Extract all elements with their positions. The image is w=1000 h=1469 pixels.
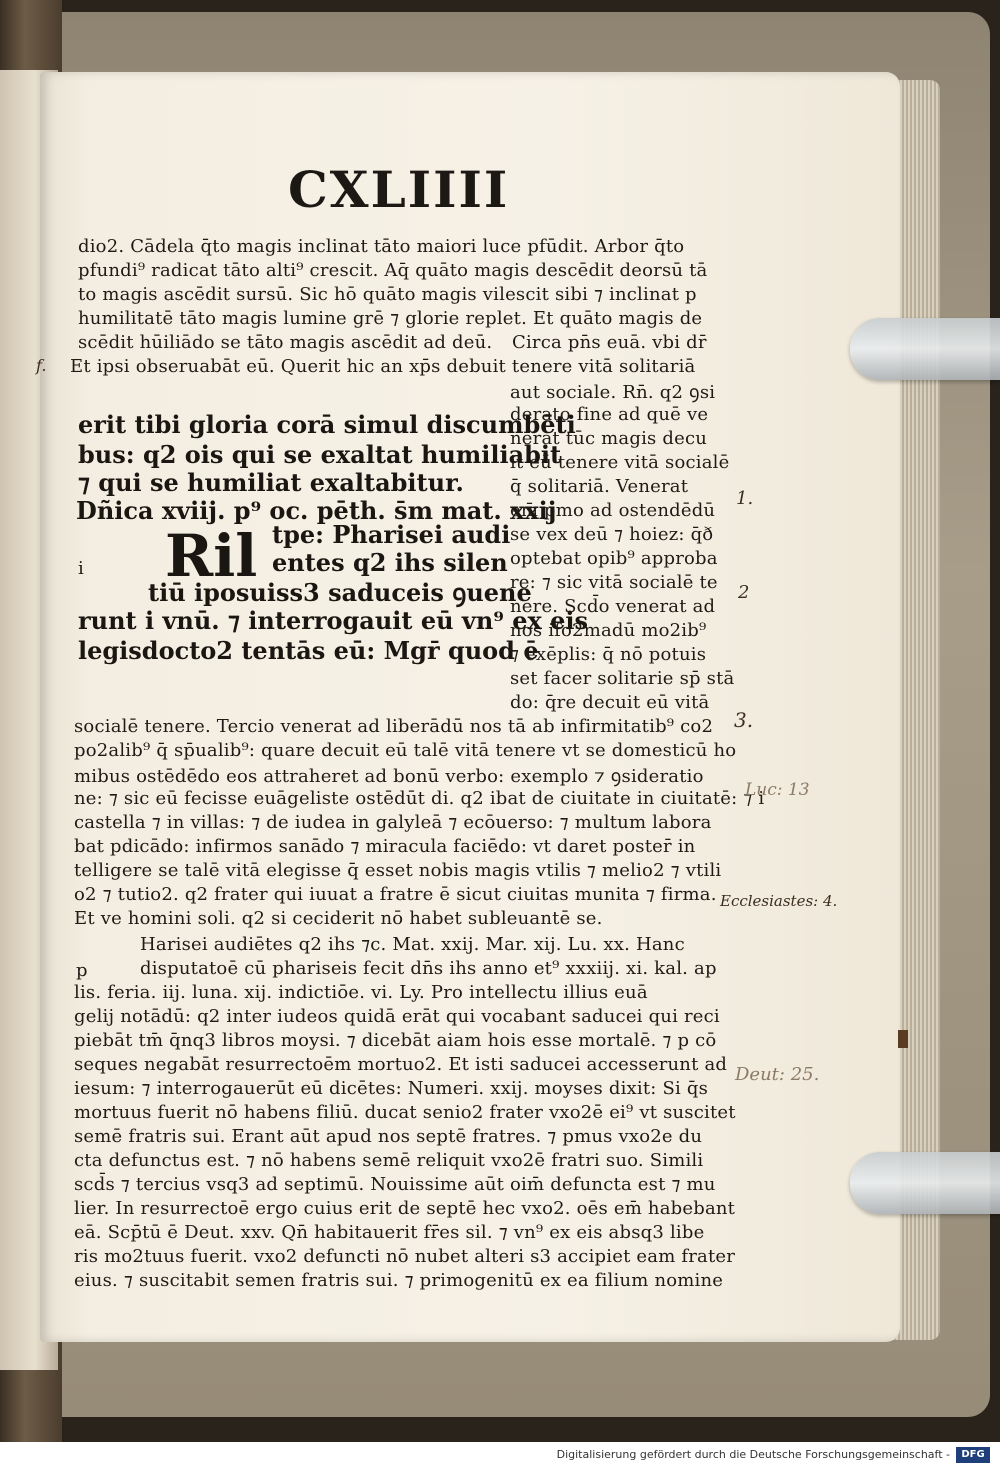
text-line: lier. In resurrectoē ergo cuius erit de septē hec vxo2. oēs em̄ habebant: [74, 1198, 736, 1219]
guide-letter: p: [76, 960, 88, 981]
text-line: cta defunctus est. ⁊ nō habens semē reliquit vxo2ē fratri suo. Simili: [74, 1150, 704, 1171]
right-column-line: re: ⁊ sic vitā socialē te: [510, 572, 718, 593]
text-line: disputatoē cū phariseis fecit dn̄s ihs anno et⁹ xxxiij. xi. kal. ap: [140, 958, 717, 979]
text-line: pfundi⁹ radicat tāto alti⁹ crescit. Aq̄ quāto magis descēdit deorsū tā: [78, 260, 708, 281]
text-line: piebāt tm̄ q̄nq3 libros moysi. ⁊ dicebāt aiam hois esse mortalē. ⁊ p cō: [74, 1030, 717, 1051]
margin-note: 2: [738, 582, 750, 603]
rubric-heading: Dñica xviij. p⁹ oc. pēth. s̄m mat. xxij: [76, 496, 557, 525]
text-line: mortuus fuerit nō habens filiū. ducat senio2 frater vxo2ē ei⁹ vt suscitet: [74, 1102, 736, 1123]
text-line: seques negabāt resurrectoēm mortuo2. Et isti saducei accesserunt ad: [74, 1054, 728, 1075]
footer-bar: [0, 1442, 1000, 1469]
text-line: iesum: ⁊ interrogauerūt eū dicētes: Numeri. xxij. moyses dixit: Si q̄s: [74, 1078, 709, 1099]
text-line: Et ipsi obseruabāt eū. Querit hic an xp̄s debuit tenere vitā solitariā: [70, 356, 696, 377]
right-column-line: derato fine ad quē ve: [510, 404, 709, 425]
text-line: po2alib⁹ q̄ sp̄ualib⁹: quare decuit eū talē vitā tenere vt se domesticū ho: [74, 740, 737, 761]
folio-number: CXLIIII: [288, 160, 510, 219]
margin-note: 1.: [736, 488, 754, 509]
right-column-line: it eū tenere vitā socialē: [510, 452, 730, 473]
gospel-verse-line: bus: q2 ois qui se exaltat humiliabit: [78, 440, 562, 469]
right-column-line: em̄ pmo ad ostendēdū: [510, 500, 716, 521]
text-line: gelij notādū: q2 inter iudeos quidā erāt qui vocabant saducei qui reci: [74, 1006, 720, 1027]
margin-note: Ecclesiastes: 4.: [720, 892, 838, 910]
pericope-line: runt i vnū. ⁊ interrogauit eū vn⁹ ex eis: [78, 606, 589, 635]
text-line: telligere se talē vitā elegisse q̄ esset nobis magis vtilis ⁊ melio2 ⁊ vtili: [74, 860, 722, 881]
text-line: castella ⁊ in villas: ⁊ de iudea in galyleā ⁊ ecōuerso: ⁊ multum labora: [74, 812, 712, 833]
pericope-line: tiū iposuiss3 saduceis ꝯuene: [148, 578, 532, 607]
margin-note: 3.: [734, 708, 754, 732]
pericope-line: tpe: Pharisei audi: [272, 520, 511, 549]
text-line: semē fratris sui. Erant aūt apud nos septē fratres. ⁊ pmus vxo2e du: [74, 1126, 703, 1147]
text-line: dio2. Cādela q̄to magis inclinat tāto maiori luce pfūdit. Arbor q̄to: [78, 236, 685, 257]
text-line: scēdit hūiliādo se tāto magis ascēdit ad deū.: [78, 332, 493, 353]
right-column-line: nos ifo2madū mo2ib⁹: [510, 620, 707, 641]
right-column-line: q̄ solitariā. Venerat: [510, 476, 689, 497]
text-line: socialē tenere. Tercio venerat ad liberādū nos tā ab infirmitatib⁹ co2: [74, 716, 714, 737]
right-column-line: set facer solitarie sp̄ stā: [510, 668, 735, 689]
pericope-line: legisdocto2 tentās eū: Mgr̄ quod ē: [78, 636, 539, 665]
drop-initial: Ril: [165, 522, 258, 590]
gospel-verse-line: erit tibi gloria corā simul discumbēti: [78, 410, 576, 439]
text-line: mibus ostēdēdo eos attraheret ad bonū verbo: exemplo ⁊ ꝯsideratio: [74, 766, 704, 787]
book-clip-top: [850, 318, 1000, 380]
right-column-line: aut sociale. Rn̄. q2 ꝯsi: [510, 382, 716, 403]
margin-note: Deut: 25.: [735, 1064, 820, 1085]
funding-notice: Digitalisierung gefördert durch die Deutsche Forschungsgemeinschaft -: [556, 1448, 950, 1461]
text-line: lis. feria. iij. luna. xij. indictiōe. vi. Ly. Pro intellectu illius euā: [74, 982, 648, 1003]
text-line: to magis ascēdit sursū. Sic hō quāto magis vilescit sibi ⁊ inclinat p: [78, 284, 697, 305]
text-line: Circa pn̄s euā. vbi dr̄: [512, 332, 707, 353]
page-tab: [898, 1030, 908, 1048]
right-column-line: nere. Scd̄o venerat ad: [510, 596, 716, 617]
guide-letter: i: [78, 558, 84, 579]
book-clip-bottom: [850, 1152, 1000, 1214]
text-line: Harisei audiētes q2 ihs ⁊c. Mat. xxij. Mar. xij. Lu. xx. Hanc: [140, 934, 685, 955]
text-line: Et ve homini soli. q2 si ceciderit nō habet subleuantē se.: [74, 908, 603, 929]
text-line: o2 ⁊ tutio2. q2 frater qui iuuat a fratre ē sicut ciuitas munita ⁊ firma.: [74, 884, 717, 905]
text-line: ris mo2tuus fuerit. vxo2 defuncti nō nubet alteri s3 accipiet eam frater: [74, 1246, 736, 1267]
margin-note: Luc: 13: [745, 780, 810, 800]
gospel-verse-line: ⁊ qui se humiliat exaltabitur.: [78, 468, 464, 497]
text-line: scd̄s ⁊ tercius vsq3 ad septimū. Nouissime aūt oim̄ defuncta est ⁊ mu: [74, 1174, 716, 1195]
right-column-line: ⁊ exēplis: q̄ nō potuis: [510, 644, 707, 665]
text-line: ne: ⁊ sic eū fecisse euāgeliste ostēdūt di. q2 ibat de ciuitate in ciuitatē: ⁊ i: [74, 788, 765, 809]
margin-mark: f.: [36, 356, 47, 375]
pericope-line: entes q2 ihs silen: [272, 548, 508, 577]
text-line: eā. Scp̄tū ē Deut. xxv. Qn̄ habitauerit fr̄es sil. ⁊ vn⁹ ex eis absq3 libe: [74, 1222, 705, 1243]
text-line: eius. ⁊ suscitabit semen fratris sui. ⁊ primogenitū ex ea filium nomine: [74, 1270, 724, 1291]
dfg-logo: DFG: [956, 1447, 990, 1463]
text-line: bat pdicādo: infirmos sanādo ⁊ miracula faciēdo: vt daret poster̄ in: [74, 836, 696, 857]
right-column-line: se vex deū ⁊ hoiez: q̄ð: [510, 524, 714, 545]
right-column-line: optebat opib⁹ approba: [510, 548, 718, 569]
right-column-line: do: q̄re decuit eū vitā: [510, 692, 710, 713]
text-line: humilitatē tāto magis lumine grē ⁊ glorie replet. Et quāto magis de: [78, 308, 703, 329]
right-column-line: nerat tūc magis decu: [510, 428, 708, 449]
